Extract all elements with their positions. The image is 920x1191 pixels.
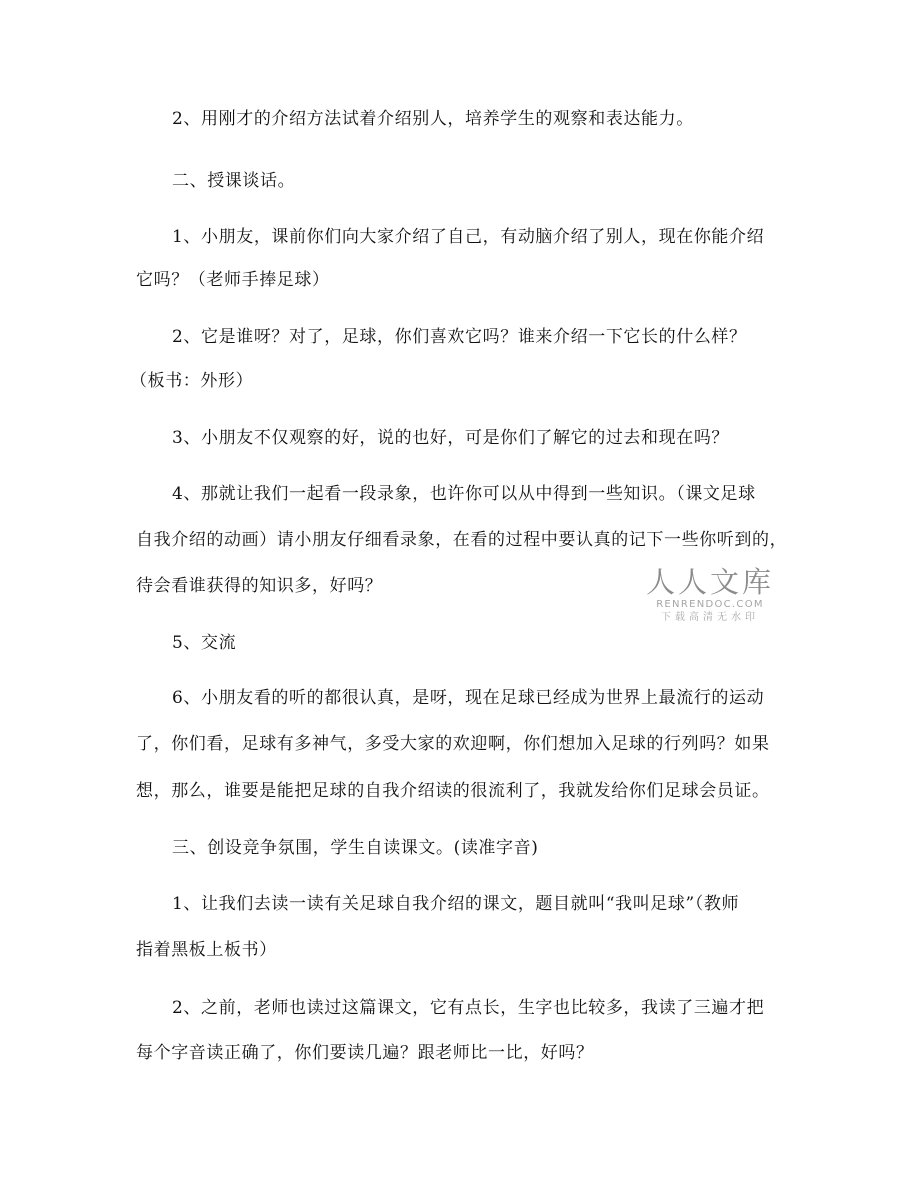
paragraph-6-line-3: 待会看谁获得的知识多，好吗？: [136, 576, 383, 596]
paragraph-4-line-1: 2、它是谁呀？对了，足球，你们喜欢它吗？谁来介绍一下它长的什么样？: [172, 327, 747, 347]
paragraph-10-line-1: 1、让我们去读一读有关足球自我介绍的课文，题目就叫“我叫足球”（教师: [172, 894, 740, 914]
watermark-title: 人人文库: [645, 565, 774, 599]
paragraph-8-line-1: 6、小朋友看的听的都很认真，是呀，现在足球已经成为世界上最流行的运动: [172, 688, 765, 708]
paragraph-1: 2、用刚才的介绍方法试着介绍别人，培养学生的观察和表达能力。: [172, 109, 694, 129]
section-heading-3: 三、创设竞争氛围，学生自读课文。(读准字音): [172, 838, 539, 858]
section-heading-2: 二、授课谈话。: [172, 171, 296, 191]
paragraph-11-line-2: 每个字音读正确了，你们要读几遍？跟老师比一比，好吗？: [136, 1043, 594, 1063]
paragraph-3-line-2: 它吗？（老师手捧足球）: [136, 270, 330, 290]
watermark-domain: RENRENDOC.COM: [656, 599, 764, 610]
paragraph-5: 3、小朋友不仅观察的好，说的也好，可是你们了解它的过去和现在吗？: [172, 428, 730, 448]
watermark-tagline: 下载高清无水印: [661, 612, 759, 623]
paragraph-6-line-1: 4、那就让我们一起看一段录象，也许你可以从中得到一些知识。（课文足球: [172, 484, 756, 504]
paragraph-7: 5、交流: [172, 633, 237, 653]
paragraph-6-line-2: 自我介绍的动画）请小朋友仔细看录象，在看的过程中要认真的记下一些你听到的，: [136, 530, 788, 550]
paragraph-10-line-2: 指着黑板上板书）: [136, 940, 277, 960]
paragraph-3-line-1: 1、小朋友，课前你们向大家介绍了自己，有动脑介绍了别人，现在你能介绍: [172, 227, 765, 247]
paragraph-4-line-2: （板书：外形）: [130, 371, 254, 391]
paragraph-8-line-3: 想，那么，谁要是能把足球的自我介绍读的很流利了，我就发给你们足球会员证。: [136, 781, 770, 801]
paragraph-8-line-2: 了，你们看，足球有多神气，多受大家的欢迎啊，你们想加入足球的行列吗？如果: [136, 734, 770, 754]
paragraph-11-line-1: 2、之前，老师也读过这篇课文，它有点长，生字也比较多，我读了三遍才把: [172, 998, 765, 1018]
watermark: [645, 566, 775, 624]
